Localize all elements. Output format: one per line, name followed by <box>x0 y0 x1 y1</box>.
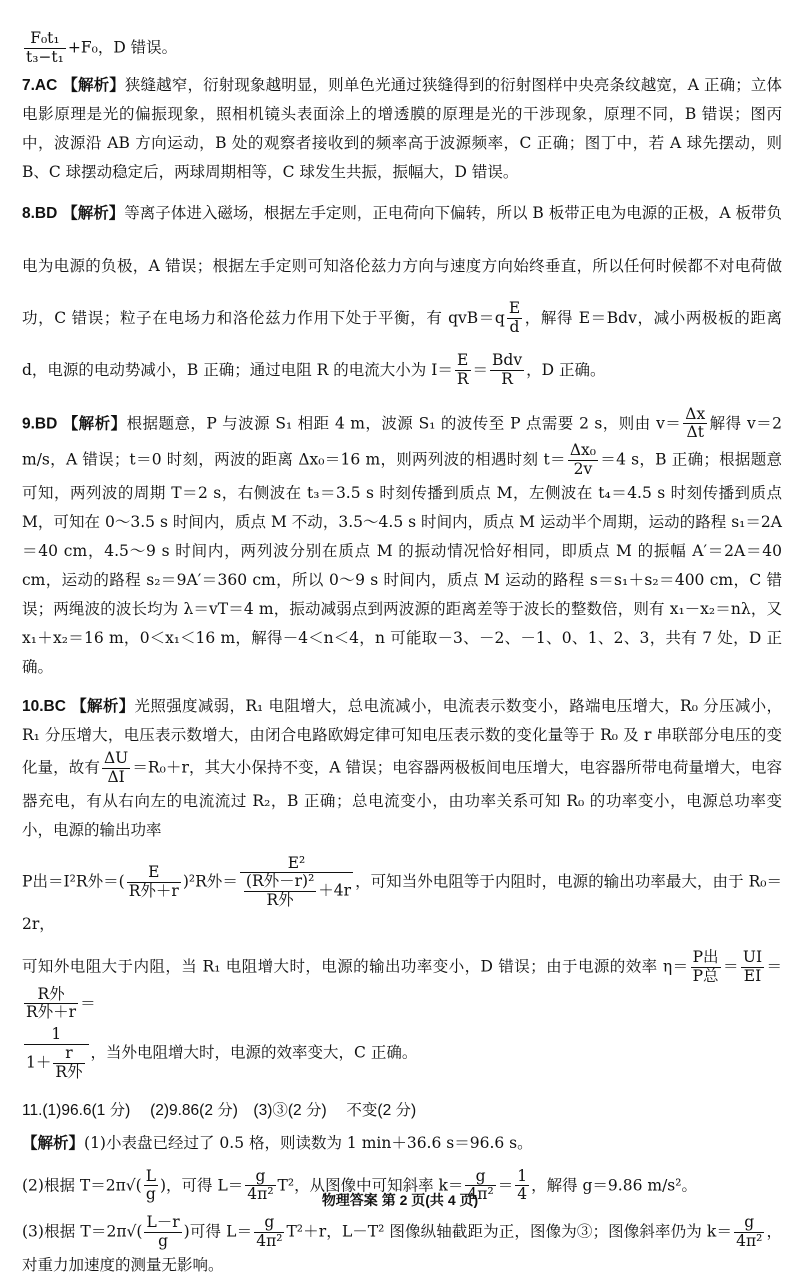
question-number: 7.AC <box>22 76 58 94</box>
efficiency-line-2 <box>22 1026 782 1081</box>
analysis-text: )可得 L＝ <box>183 1222 253 1241</box>
denominator: 4π² <box>467 1185 494 1204</box>
analysis-text: 解得 v＝2 m/s，A 错误；t＝0 时刻，两波的距离 Δx₀＝16 m，则两列波的相遇时刻 t＝ <box>22 413 782 469</box>
inner-fraction <box>53 1045 84 1082</box>
denominator <box>24 1045 89 1082</box>
analysis-text: (3)根据 T＝2π√( <box>22 1222 143 1241</box>
power-formula-line <box>22 855 782 939</box>
analysis-text: ，D 正确。 <box>526 360 606 379</box>
analysis-tag: 【解析】 <box>22 1134 85 1152</box>
denominator: R外＋r <box>128 881 179 900</box>
analysis-text: ，解得 E＝Bdv，减小两极板的距离 d，电源的电动势减小，B 正确；通过电阻 R 的电流大小为 I＝ <box>22 308 782 379</box>
analysis-text: )，可得 L＝ <box>160 1175 244 1194</box>
fraction <box>24 30 66 67</box>
analysis-text: (2)根据 T＝2π√( <box>22 1175 142 1194</box>
equals-sign: ＝ <box>497 1175 514 1194</box>
numerator: ΔU <box>103 748 129 767</box>
numerator: R外 <box>24 986 78 1005</box>
denominator: 4 <box>517 1185 528 1204</box>
denominator: g <box>145 1185 156 1204</box>
denominator: EI <box>743 966 762 985</box>
question-10 <box>22 692 782 845</box>
denominator: 2v <box>573 460 593 479</box>
analysis-tag: 【解析】 <box>62 204 125 222</box>
analysis-text: ，可知当外电阻等于内阻时，电源的输出功率最大，由于 R₀＝2r， <box>22 872 782 933</box>
question-number: 8.BD <box>22 204 58 222</box>
fraction <box>683 406 707 443</box>
question-11-analysis-1 <box>22 1129 782 1158</box>
fraction <box>102 750 130 787</box>
equals-sign: ＝ <box>766 957 782 976</box>
fraction <box>490 352 524 389</box>
formula-lead: P出＝I²R外＝( <box>22 872 125 891</box>
fragment-tail: +F₀，D 错误。 <box>67 38 178 57</box>
compound-fraction <box>240 855 353 910</box>
analysis-text: 狭缝越窄，衍射现象越明显，则单色光通过狭缝得到的衍射图样中央亮条纹越宽，A 正确；立体电影原理是光的偏振现象，照相机镜头表面涂上的增透膜的原理是光的干涉现象，原理不同，B 错误；图丙中，波源沿 AB 方向运动，B 处的观察者接收到的频率高于波源频率，C 正确；图丁中，若 A 球先摆动，则 B、C 球摆动稳定后，两球周期相等，C 球发生共振，振幅大，D 错误。 <box>22 75 782 181</box>
denominator: P总 <box>692 966 719 985</box>
fraction <box>507 300 522 337</box>
question-9 <box>22 406 782 682</box>
denominator-lead: 1＋ <box>26 1053 52 1072</box>
fraction <box>144 1214 181 1251</box>
numerator: 1 <box>24 1026 89 1045</box>
denominator <box>240 873 353 910</box>
analysis-text: 光照强度减弱，R₁ 电阻增大，总电流减小，电流表示数变小，路端电压增大，R₀ 分压减小，R₁ 分压增大，电压表示数增大，由闭合电路欧姆定律可知电压表示数的变化量等于 R₀ 及 r 串联部分电压的变化量，故有 <box>22 696 782 777</box>
analysis-text: T²＋r，L－T² 图像纵轴截距为正，图像为③；图像斜率仍为 k＝ <box>286 1222 733 1241</box>
numerator: Δx <box>685 404 706 423</box>
efficiency-line <box>22 949 782 1022</box>
answer-page <box>22 30 782 1280</box>
numerator: L <box>145 1166 156 1185</box>
header-fragment <box>22 30 782 67</box>
fraction <box>254 1214 284 1251</box>
equals-sign: ＝ <box>722 957 739 976</box>
analysis-text: 可知外电阻大于内阻，当 R₁ 电阻增大时，电源的输出功率变小，D 错误；由于电源的效率 η＝ <box>22 957 689 976</box>
numerator: E² <box>240 855 353 874</box>
compound-fraction <box>24 1026 89 1081</box>
denominator: g <box>158 1232 169 1251</box>
equals-sign: ＝ <box>80 993 96 1012</box>
numerator: P出 <box>692 947 719 966</box>
fraction <box>741 949 764 986</box>
question-8 <box>22 187 782 396</box>
denominator: 4π² <box>256 1232 283 1251</box>
numerator: E <box>127 864 181 883</box>
equals-sign: ＝ <box>472 360 489 379</box>
denominator: Δt <box>686 423 704 442</box>
denominator: ΔI <box>107 767 125 786</box>
analysis-text: ＝4 s，B 正确；根据题意可知，两列波的周期 T＝2 s，右侧波在 t₃＝3.5 s 时刻传播到质点 M，左侧波在 t₄＝4.5 s 时刻传播到质点 M，可知在 0～3.5 s 时间内，质点 M 不动，3.5～4.5 s 时间内，质点 M 运动半个周期，运动的路程 s₁＝2A＝40 cm，4.5～9 s 时间内，两列波分别在质点 M 的振动情况恰好相同，即质点 M 的振幅 A′＝2A＝40 cm，运动的路程 s₂＝9A′＝360 cm，所以 0～9 s 时间内，质点 M 运动的路程 s＝s₁＋s₂＝400 cm，C 错误；两绳波的波长均为 λ＝vT＝4 m，振动减弱点到两波源的距离差等于波长的整数倍，则有 x₁－x₂＝nλ，又 x₁＋x₂＝16 m，0＜x₁＜16 m，解得－4＜n＜4，n 可能取－3、－2、－1、0、1、2、3，共有 7 处，D 正确。 <box>22 450 783 676</box>
numerator: Bdv <box>492 351 523 370</box>
numerator: g <box>734 1214 764 1233</box>
fraction <box>691 949 721 986</box>
question-number: 10.BC <box>22 697 66 715</box>
numerator: g <box>245 1168 275 1187</box>
fraction <box>127 864 181 901</box>
denominator: R <box>456 370 469 389</box>
fraction <box>455 352 471 389</box>
denominator: t₃−t₁ <box>26 47 64 66</box>
analysis-tag: 【解析】 <box>62 76 125 94</box>
denominator-tail: ＋4r <box>318 881 352 900</box>
numerator: L－r <box>146 1213 180 1232</box>
numerator: r <box>53 1045 84 1064</box>
analysis-text: ，对重力加速度的测量无影响。 <box>22 1222 782 1274</box>
fraction <box>568 442 598 479</box>
question-11-analysis-3 <box>22 1214 782 1280</box>
numerator: Δx₀ <box>569 441 596 460</box>
analysis-text: ＝R₀＋r，其大小保持不变，A 错误；电容器两极板间电压增大，电容器所带电荷量增大，电容器充电，有从右向左的电流流过 R₂，B 正确；总电流变小，由功率关系可知 R₀ 的功率变小，电源总功率变小，电源的输出功率 <box>22 758 782 839</box>
analysis-text: 根据题意，P 与波源 S₁ 相距 4 m，波源 S₁ 的波传至 P 点需要 2 s，则由 v＝ <box>126 413 682 432</box>
analysis-text: ，当外电阻增大时，电源的效率变大，C 正确。 <box>90 1043 418 1062</box>
numerator: E <box>455 352 471 371</box>
denominator: R外 <box>266 891 294 910</box>
numerator: g <box>465 1168 495 1187</box>
analysis-tag: 【解析】 <box>71 697 135 715</box>
denominator: d <box>509 318 520 337</box>
fraction <box>734 1214 764 1251</box>
denominator: R <box>501 370 513 389</box>
denominator: 4π² <box>736 1232 763 1251</box>
numerator: 1 <box>517 1166 528 1185</box>
question-11-answers: 11.(1)96.6(1 分) (2)9.86(2 分) (3)③(2 分) 不变(2 分) <box>22 1101 417 1119</box>
numerator: E <box>508 299 521 318</box>
numerator: (R外－r)² <box>245 872 315 891</box>
question-number: 9.BD <box>22 414 58 432</box>
formula-mid: )²R外＝ <box>182 872 238 891</box>
analysis-text: 等离子体进入磁场，根据左手定则，正电荷向下偏转，所以 B 板带正电为电源的正极，A 板带负电为电源的负极，A 错误；根据左手定则可知洛伦兹力方向与速度方向始终垂直，所以任何时候都不对电荷做功，C 错误；粒子在电场力和洛伦兹力作用下处于平衡，有 qvB＝q <box>22 203 782 327</box>
numerator: F₀t₁ <box>24 30 66 49</box>
question-7 <box>22 71 782 187</box>
analysis-text: ，解得 g＝9.86 m/s²。 <box>531 1175 697 1194</box>
numerator: UI <box>742 947 763 966</box>
denominator: R外 <box>55 1062 83 1081</box>
page-footer: 物理答案 第 2 页(共 4 页) <box>321 1192 479 1208</box>
numerator: g <box>254 1214 284 1233</box>
analysis-text: T²，从图像中可知斜率 k＝ <box>277 1175 464 1194</box>
denominator: R外＋r <box>26 1003 77 1022</box>
fraction <box>24 986 78 1023</box>
inner-fraction <box>244 873 316 910</box>
analysis-tag: 【解析】 <box>62 414 127 432</box>
denominator: 4π² <box>247 1185 274 1204</box>
analysis-text: (1)小表盘已经过了 0.5 格，则读数为 1 min＋36.6 s＝96.6 s。 <box>84 1133 533 1152</box>
